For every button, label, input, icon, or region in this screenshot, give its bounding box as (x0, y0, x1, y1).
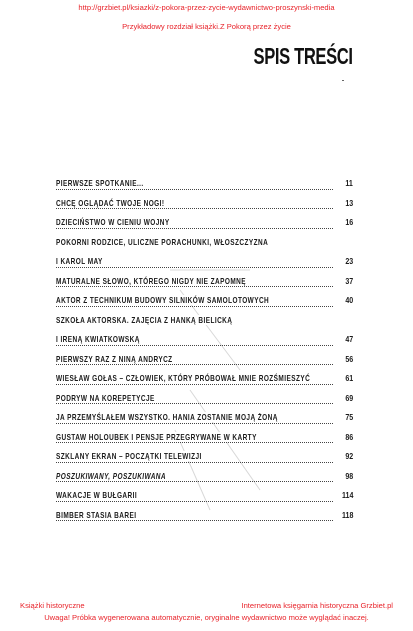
toc-entry-title: JA PRZEMYŚLAŁEM WSZYSTKO. HANIA ZOSTANIE MOJĄ ŻONĄ (56, 412, 278, 422)
table-of-contents (56, 176, 353, 527)
toc-entry-page: 75 (343, 412, 353, 422)
sample-chapter-notice: Przykładowy rozdział książki.Z Pokorą przez życie (122, 22, 291, 31)
toc-leader-dots (56, 423, 333, 424)
toc-entry (56, 352, 353, 372)
toc-entry-page: 13 (343, 198, 353, 208)
toc-entry-page: 86 (343, 432, 353, 442)
toc-entry-title: SZKLANY EKRAN – POCZĄTKI TELEWIZJI (56, 451, 202, 461)
toc-entry-title: WAKACJE W BUŁGARII (56, 490, 138, 500)
toc-entry-page: 114 (339, 490, 353, 500)
toc-leader-dots (56, 208, 333, 209)
toc-leader-dots (56, 189, 333, 190)
toc-entry-page: 16 (343, 217, 353, 227)
toc-entry (56, 332, 353, 352)
toc-entry-page: 92 (343, 451, 353, 461)
toc-leader-dots (56, 267, 333, 268)
toc-entry-page: 61 (343, 373, 353, 383)
toc-leader-dots (56, 364, 333, 365)
toc-entry (56, 410, 353, 430)
toc-leader-dots (56, 520, 333, 521)
toc-entry-page: 69 (343, 393, 353, 403)
toc-entry-title: GUSTAW HOLOUBEK I PENSJE PRZEGRYWANE W KARTY (56, 431, 257, 442)
toc-entry (56, 313, 353, 333)
toc-entry-title: PIERWSZE SPOTKANIE... (56, 178, 144, 188)
toc-entry (56, 488, 353, 508)
toc-entry (56, 469, 353, 489)
toc-leader-dots (56, 345, 333, 346)
footer-disclaimer: Uwaga! Próbka wygenerowana automatycznie, oryginalne wydawnictwo może wyglądać inaczej. (44, 613, 369, 622)
footer-category-link[interactable]: Książki historyczne (20, 601, 85, 610)
toc-entry-page: 11 (343, 178, 353, 188)
toc-leader-dots (56, 442, 333, 443)
toc-entry-title: PODRYW NA KOREPETYCJE (56, 392, 155, 403)
toc-entry-title: POSZUKIWANY, POSZUKIWANA (56, 470, 167, 481)
toc-entry-title: MATURALNE SŁOWO, KTÓREGO NIGDY NIE ZAPOMNĘ (56, 275, 247, 286)
page-title: SPIS TREŚCI (253, 43, 353, 69)
toc-entry-page: 98 (343, 471, 353, 481)
toc-leader-dots (56, 306, 333, 307)
toc-entry (56, 430, 353, 450)
toc-entry-page: 37 (343, 276, 353, 286)
toc-entry (56, 371, 353, 391)
toc-entry-page: 56 (343, 354, 353, 364)
toc-entry-title: WIESŁAW GOŁAS – CZŁOWIEK, KTÓRY PRÓBOWAŁ MNIE ROZŚMIESZYĆ (56, 373, 311, 383)
toc-leader-dots (56, 481, 333, 482)
toc-entry (56, 196, 353, 216)
toc-leader-dots (56, 384, 333, 385)
toc-entry-title: DZIECIŃSTWO W CIENIU WOJNY (56, 217, 170, 227)
toc-entry-title: I KAROL MAY (56, 256, 103, 266)
toc-leader-dots (56, 462, 333, 463)
source-url-link[interactable]: http://grzbiet.pl/ksiazki/z-pokora-przez-zycie-wydawnictwo-proszynski-media (78, 3, 335, 12)
toc-entry (56, 274, 353, 294)
toc-entry-page: 40 (343, 295, 353, 305)
toc-leader-dots (56, 403, 333, 404)
toc-entry-title: PIERWSZY RAZ Z NINĄ ANDRYCZ (56, 353, 173, 364)
toc-entry-title: BIMBER STASIA BAREI (56, 509, 137, 520)
toc-entry-title: SZKOŁA AKTORSKA. ZAJĘCIA Z HANKĄ BIELICKĄ (56, 314, 233, 325)
toc-leader-dots (56, 228, 333, 229)
toc-entry-page: 23 (343, 256, 353, 266)
toc-leader-dots (56, 286, 333, 287)
toc-entry-title: I IRENĄ KWIATKOWSKĄ (56, 334, 140, 344)
toc-entry-title: CHCĘ OGLĄDAĆ TWOJE NOGI! (56, 197, 165, 208)
title-ornament (342, 80, 344, 81)
toc-entry (56, 508, 353, 528)
toc-leader-dots (56, 501, 333, 502)
toc-entry (56, 235, 353, 255)
toc-entry (56, 176, 353, 196)
toc-entry (56, 254, 353, 274)
toc-entry (56, 293, 353, 313)
toc-entry-title: AKTOR Z TECHNIKUM BUDOWY SILNIKÓW SAMOLOTOWYCH (56, 295, 270, 305)
toc-entry-title: POKORNI RODZICE, ULICZNE PORACHUNKI, WŁOSZCZYZNA (56, 236, 269, 247)
toc-entry (56, 449, 353, 469)
toc-entry-page: 118 (339, 510, 353, 520)
footer-store-link[interactable]: Internetowa księgarnia historyczna Grzbiet.pl (241, 601, 393, 610)
toc-entry (56, 215, 353, 235)
toc-entry (56, 391, 353, 411)
toc-entry-page: 47 (343, 334, 353, 344)
